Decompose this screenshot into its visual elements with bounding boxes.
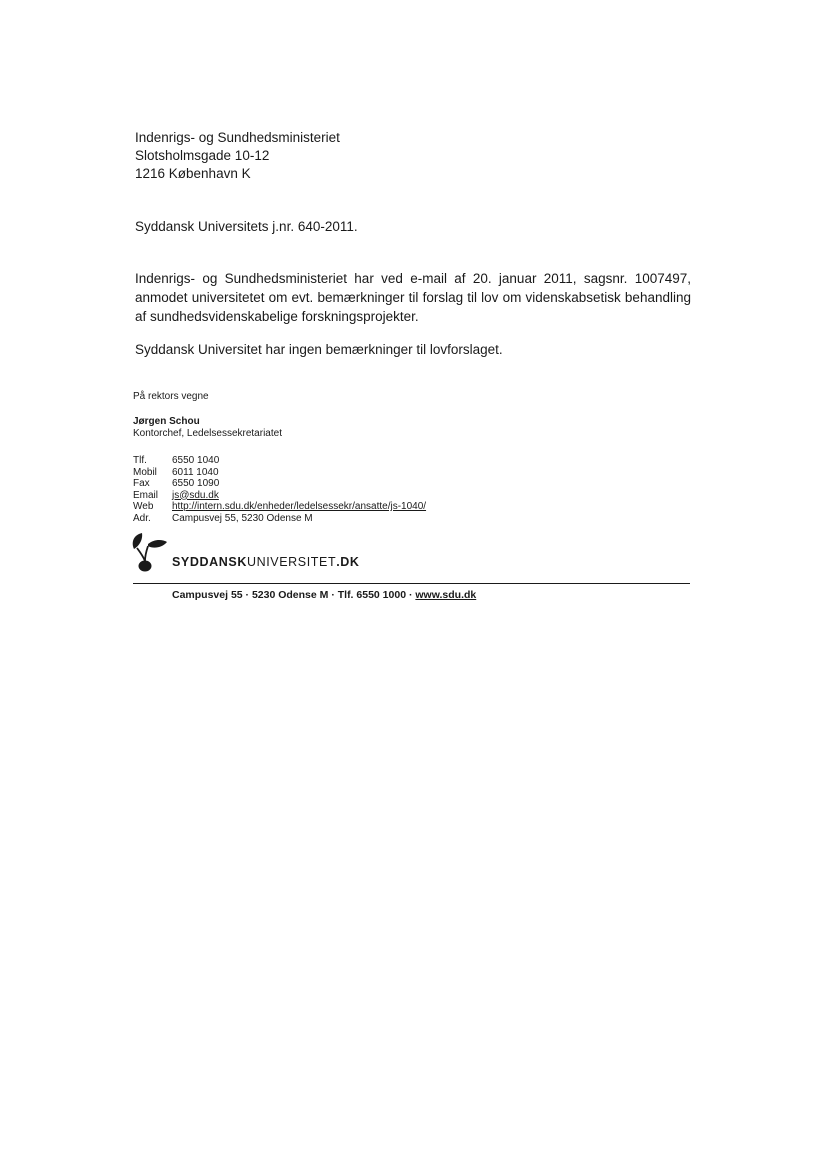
contact-label: Adr. <box>133 512 151 524</box>
signer-title: Kontorchef, Ledelsessekretariatet <box>133 428 282 439</box>
sdu-tree-logo-icon <box>129 530 169 572</box>
body-paragraph-1: Indenrigs- og Sundhedsministeriet har ved e-mail af 20. januar 2011, sagsnr. 1007497, anmodet universitetet om evt. bemærkninger til forslag til lov om videnskabsetisk behandling af sundhedsvidenskabelige forskningsprojekter. <box>135 271 691 324</box>
recipient-line-2: Slotsholmsgade 10-12 <box>135 148 270 163</box>
logo-text-bold: SYDDANSK <box>172 555 247 569</box>
contact-label: Fax <box>133 478 150 489</box>
contact-value: 6550 1040 <box>172 455 220 466</box>
logo-text-suffix: .DK <box>336 555 360 569</box>
footer-url-link[interactable]: www.sdu.dk <box>415 589 477 601</box>
recipient-line-1: Indenrigs- og Sundhedsministeriet <box>135 130 340 145</box>
logo-text-regular: UNIVERSITET <box>246 555 337 569</box>
signature-greeting: På rektors vegne <box>133 391 209 402</box>
contact-value: 6550 1090 <box>172 478 220 489</box>
body-paragraph-2: Syddansk Universitet har ingen bemærkninger til lovforslaget. <box>135 342 503 357</box>
contact-row-mobile <box>133 467 426 479</box>
contact-row-web <box>133 501 426 513</box>
contact-details <box>133 455 426 524</box>
contact-label: Web <box>133 501 154 512</box>
signer-name: Jørgen Schou <box>133 416 200 427</box>
signature-block <box>133 391 282 440</box>
contact-label: Tlf. <box>133 455 147 466</box>
contact-value: Campusvej 55, 5230 Odense M <box>172 512 313 524</box>
contact-label: Email <box>133 489 159 501</box>
recipient-address <box>135 129 340 183</box>
contact-row-phone <box>133 455 426 467</box>
contact-row-address <box>133 513 426 525</box>
case-reference: Syddansk Universitets j.nr. 640-2011. <box>135 219 358 234</box>
contact-value: 6011 1040 <box>172 466 219 478</box>
contact-label: Mobil <box>133 466 157 478</box>
footer-address-line <box>172 589 476 601</box>
footer-divider <box>133 583 690 584</box>
email-link[interactable]: js@sdu.dk <box>172 489 219 501</box>
logo-wordmark <box>172 555 360 569</box>
recipient-line-3: 1216 København K <box>135 166 251 181</box>
footer-address: Campusvej 55 · 5230 Odense M · Tlf. 6550 1000 · <box>172 589 416 601</box>
contact-row-fax <box>133 478 426 490</box>
contact-row-email <box>133 490 426 502</box>
web-link[interactable]: http://intern.sdu.dk/enheder/ledelsessekr/ansatte/js-1040/ <box>172 501 427 512</box>
